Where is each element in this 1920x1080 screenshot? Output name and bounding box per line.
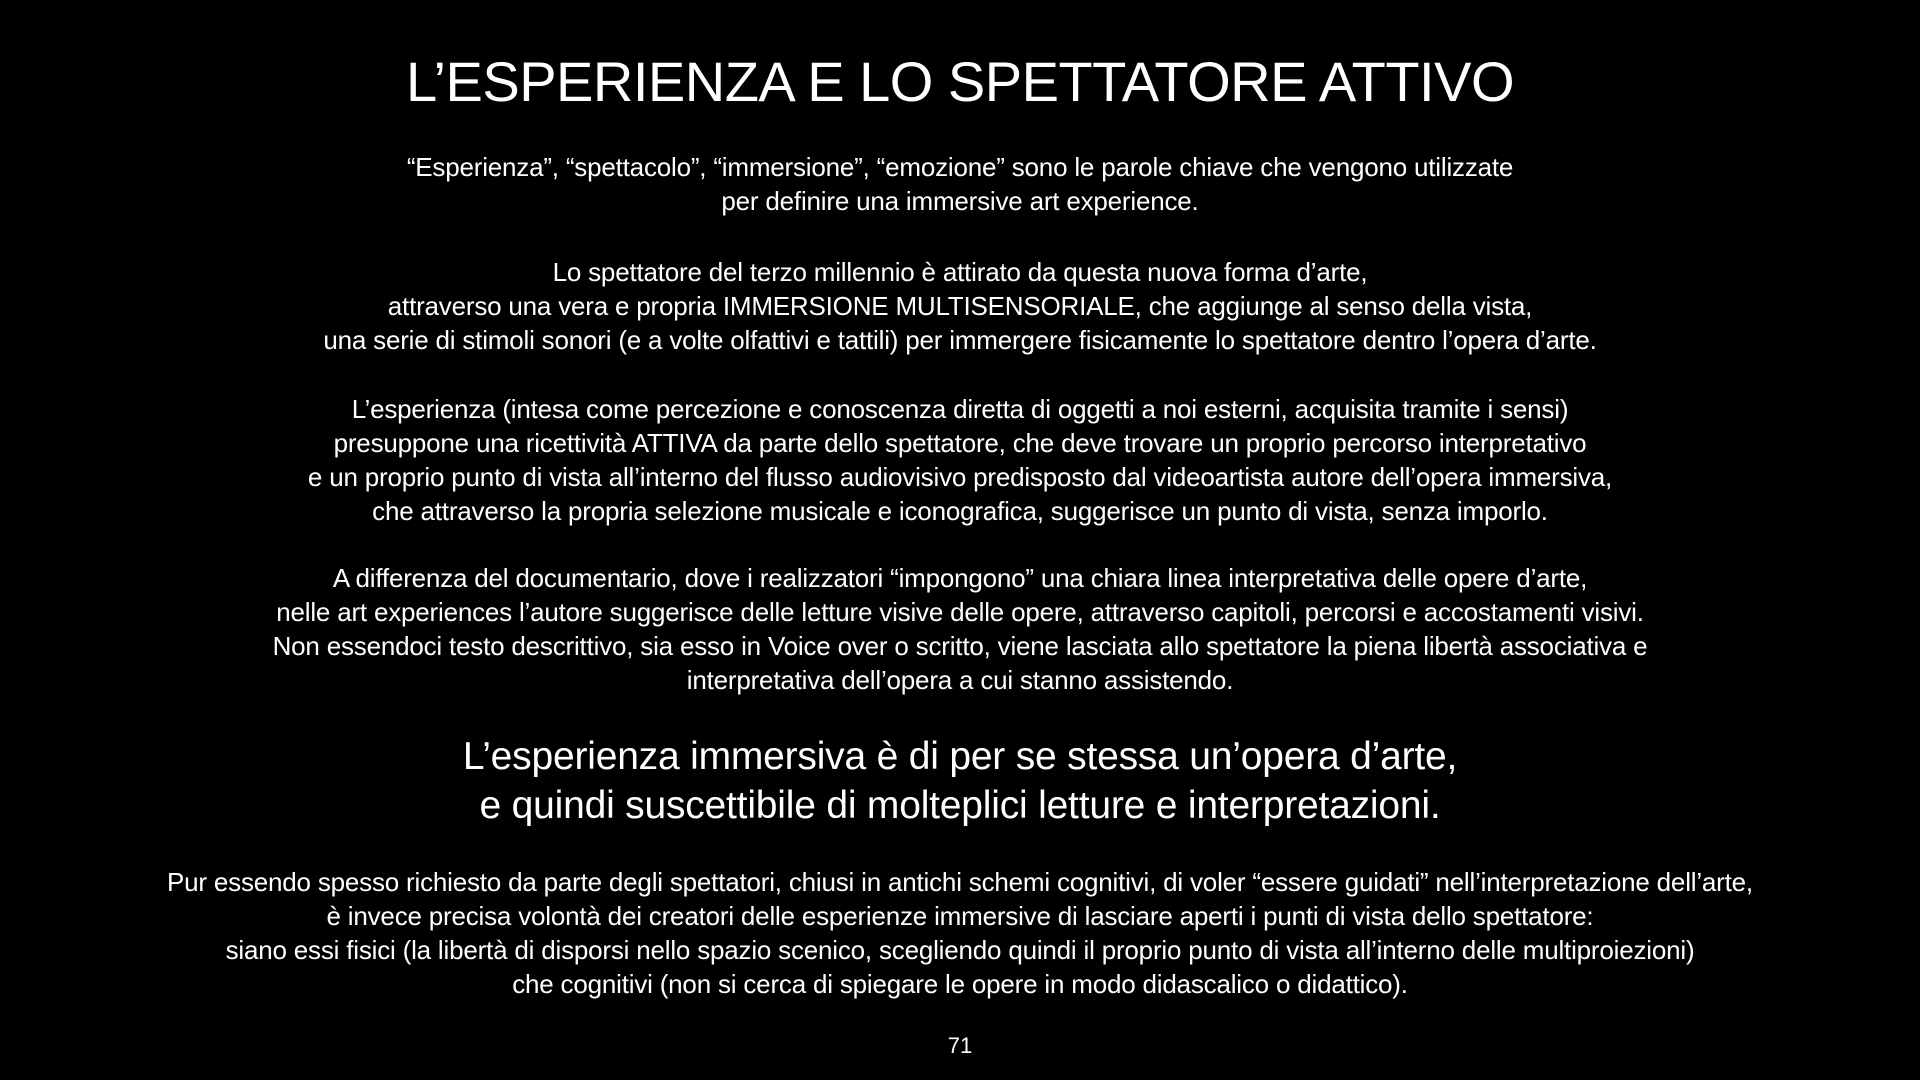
experience-paragraph bbox=[0, 392, 1920, 528]
documentary-paragraph bbox=[0, 561, 1920, 697]
highlight-line: L’esperienza immersiva è di per se stessa un’opera d’arte, bbox=[462, 735, 1458, 778]
text-line: “Esperienza”, “spettacolo”, “immersione”, “emozione” sono le parole chiave che vengono utilizzate bbox=[406, 152, 1514, 182]
text-line: è invece precisa volontà dei creatori delle esperienze immersive di lasciare aperti i punti di vista dello spettatore: bbox=[326, 901, 1594, 931]
text-line: nelle art experiences l’autore suggerisce delle letture visive delle opere, attraverso capitoli, percorsi e accostamenti visivi. bbox=[276, 597, 1644, 627]
slide-title: L’ESPERIENZA E LO SPETTATORE ATTIVO bbox=[406, 50, 1514, 113]
highlight-line: e quindi suscettibile di molteplici letture e interpretazioni. bbox=[479, 784, 1441, 827]
text-line: Non essendoci testo descrittivo, sia esso in Voice over o scritto, viene lasciata allo spettatore la piena libertà associativa e bbox=[272, 631, 1648, 661]
text-line: attraverso una vera e propria IMMERSIONE MULTISENSORIALE, che aggiunge al senso della vista, bbox=[387, 291, 1533, 321]
closing-paragraph bbox=[0, 865, 1920, 1001]
text-line: A differenza del documentario, dove i realizzatori “impongono” una chiara linea interpretativa delle opere d’arte, bbox=[332, 563, 1588, 593]
intro-paragraph bbox=[0, 150, 1920, 218]
text-line: siano essi fisici (la libertà di disporsi nello spazio scenico, scegliendo quindi il proprio punto di vista all’interno delle multiproiezioni) bbox=[225, 935, 1695, 965]
text-line: che cognitivi (non si cerca di spiegare le opere in modo didascalico o didattico). bbox=[512, 969, 1408, 999]
text-line: che attraverso la propria selezione musicale e iconografica, suggerisce un punto di vista, senza imporlo. bbox=[372, 496, 1548, 526]
text-line: per definire una immersive art experience. bbox=[721, 186, 1199, 216]
text-line: Lo spettatore del terzo millennio è attirato da questa nuova forma d’arte, bbox=[552, 257, 1368, 287]
highlight-statement bbox=[0, 732, 1920, 830]
text-line: Pur essendo spesso richiesto da parte degli spettatori, chiusi in antichi schemi cognitivi, di voler “essere guidati” nell’interpretazione dell’arte, bbox=[167, 867, 1753, 897]
text-line: presuppone una ricettività ATTIVA da parte dello spettatore, che deve trovare un proprio percorso interpretativo bbox=[333, 428, 1587, 458]
text-line: una serie di stimoli sonori (e a volte olfattivi e tattili) per immergere fisicamente lo spettatore dentro l’opera d’arte. bbox=[323, 325, 1597, 355]
multisensory-paragraph bbox=[0, 255, 1920, 357]
text-line: e un proprio punto di vista all’interno del flusso audiovisivo predisposto dal videoartista autore dell’opera immersiva, bbox=[307, 462, 1613, 492]
text-line: L’esperienza (intesa come percezione e conoscenza diretta di oggetti a noi esterni, acquisita tramite i sensi) bbox=[351, 394, 1569, 424]
page-number: 71 bbox=[947, 1033, 973, 1058]
text-line: interpretativa dell’opera a cui stanno assistendo. bbox=[686, 665, 1234, 695]
